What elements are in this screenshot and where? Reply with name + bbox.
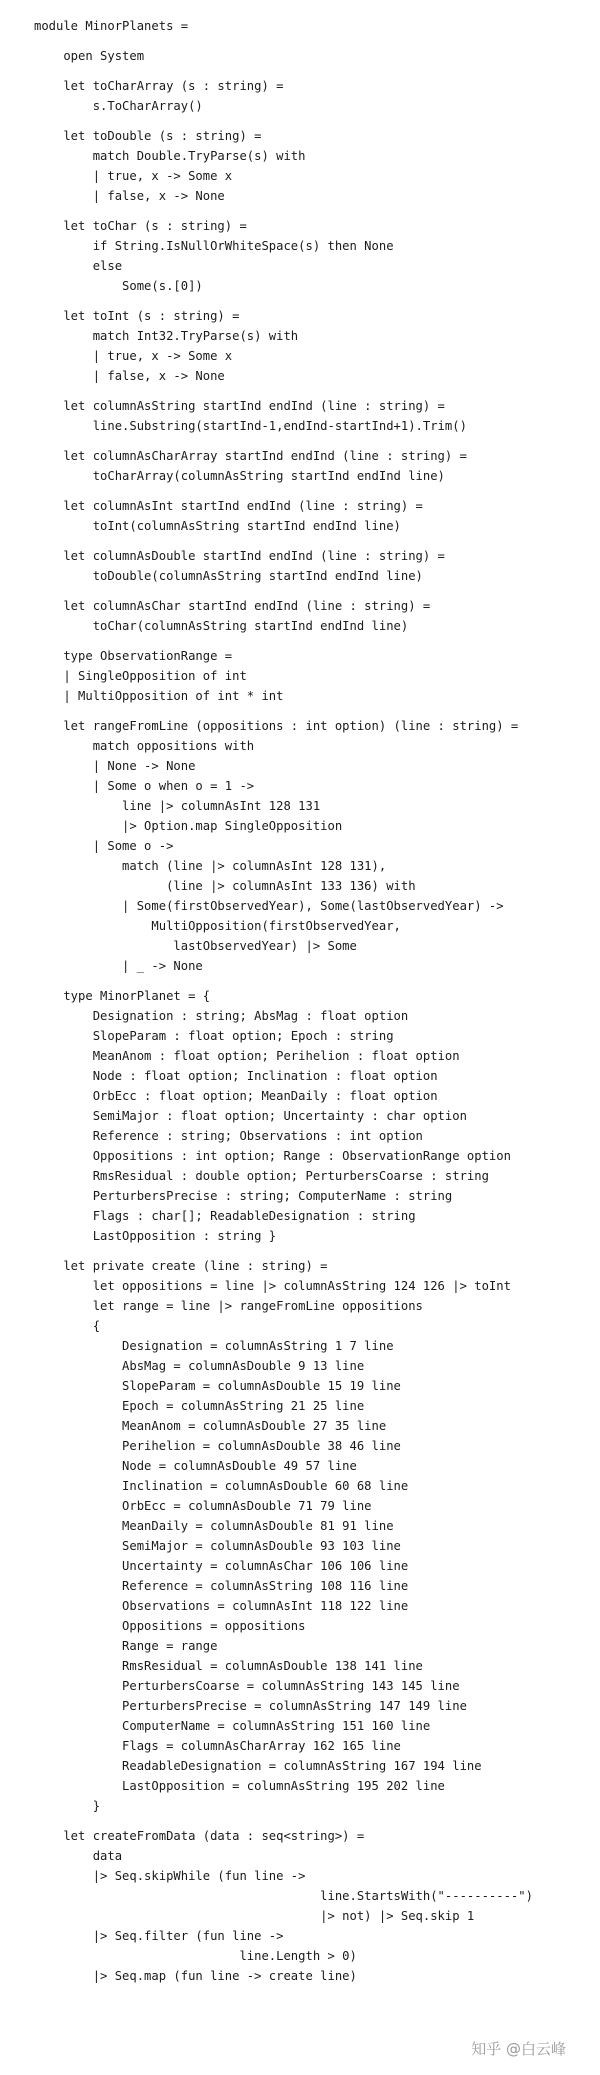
- code-line: [34, 1246, 594, 1256]
- code-line: MeanAnom = columnAsDouble 27 35 line: [34, 1419, 387, 1433]
- code-line: Oppositions = oppositions: [34, 1619, 306, 1633]
- code-line: toDouble(columnAsString startInd endInd line): [34, 569, 423, 583]
- code-line: | true, x -> Some x: [34, 349, 233, 363]
- code-line: MultiOpposition(firstObservedYear,: [34, 919, 401, 933]
- code-line: line.Length > 0): [34, 1949, 357, 1963]
- code-line: |> Option.map SingleOpposition: [34, 819, 343, 833]
- code-line: Uncertainty = columnAsChar 106 106 line: [34, 1559, 409, 1573]
- code-line: [34, 386, 594, 396]
- code-line: |> Seq.filter (fun line ->: [34, 1929, 284, 1943]
- code-line: [34, 296, 594, 306]
- code-line: }: [34, 1799, 101, 1813]
- code-line: | SingleOpposition of int: [34, 669, 247, 683]
- code-line: ReadableDesignation = columnAsString 167 194 line: [34, 1759, 482, 1773]
- code-line: let toInt (s : string) =: [34, 309, 240, 323]
- code-line: PerturbersPrecise : string; ComputerName : string: [34, 1189, 453, 1203]
- code-line: line.StartsWith("----------"): [34, 1889, 533, 1903]
- code-line: LastOpposition = columnAsString 195 202 line: [34, 1779, 445, 1793]
- code-line: AbsMag = columnAsDouble 9 13 line: [34, 1359, 365, 1373]
- code-line: let columnAsDouble startInd endInd (line : string) =: [34, 549, 445, 563]
- code-line: [34, 636, 594, 646]
- code-line: match (line |> columnAsInt 128 131),: [34, 859, 387, 873]
- code-line: else: [34, 259, 123, 273]
- code-line: Reference = columnAsString 108 116 line: [34, 1579, 409, 1593]
- code-line: let rangeFromLine (oppositions : int option) (line : string) =: [34, 719, 519, 733]
- code-line: Node = columnAsDouble 49 57 line: [34, 1459, 357, 1473]
- code-line: line |> columnAsInt 128 131: [34, 799, 321, 813]
- code-line: (line |> columnAsInt 133 136) with: [34, 879, 416, 893]
- code-line: toChar(columnAsString startInd endInd line): [34, 619, 409, 633]
- code-line: type ObservationRange =: [34, 649, 233, 663]
- code-line: match oppositions with: [34, 739, 255, 753]
- code-line: | Some(firstObservedYear), Some(lastObservedYear) ->: [34, 899, 504, 913]
- code-line: Node : float option; Inclination : float option: [34, 1069, 438, 1083]
- code-line: open System: [34, 49, 145, 63]
- code-line: RmsResidual : double option; PerturbersCoarse : string: [34, 1169, 489, 1183]
- code-line: [34, 436, 594, 446]
- code-line: SemiMajor = columnAsDouble 93 103 line: [34, 1539, 401, 1553]
- code-line: let toCharArray (s : string) =: [34, 79, 284, 93]
- code-line: Designation : string; AbsMag : float option: [34, 1009, 409, 1023]
- code-line: PerturbersCoarse = columnAsString 143 145 line: [34, 1679, 460, 1693]
- code-line: lastObservedYear) |> Some: [34, 939, 357, 953]
- code-line: [34, 36, 594, 46]
- code-line: match Double.TryParse(s) with: [34, 149, 306, 163]
- code-line: module MinorPlanets =: [34, 19, 189, 33]
- code-line: {: [34, 1319, 101, 1333]
- code-line: Epoch = columnAsString 21 25 line: [34, 1399, 365, 1413]
- code-line: type MinorPlanet = {: [34, 989, 211, 1003]
- code-line: SemiMajor : float option; Uncertainty : char option: [34, 1109, 467, 1123]
- code-line: let createFromData (data : seq<string>) =: [34, 1829, 365, 1843]
- code-line: [34, 1816, 594, 1826]
- code-line: toCharArray(columnAsString startInd endInd line): [34, 469, 445, 483]
- code-line: let toDouble (s : string) =: [34, 129, 262, 143]
- code-line: [34, 486, 594, 496]
- code-line: | MultiOpposition of int * int: [34, 689, 284, 703]
- code-line: [34, 66, 594, 76]
- code-line: SlopeParam : float option; Epoch : string: [34, 1029, 394, 1043]
- code-line: data: [34, 1849, 123, 1863]
- code-line: Flags = columnAsCharArray 162 165 line: [34, 1739, 401, 1753]
- code-line: | _ -> None: [34, 959, 203, 973]
- code-line: | true, x -> Some x: [34, 169, 233, 183]
- code-line: s.ToCharArray(): [34, 99, 203, 113]
- code-line: | None -> None: [34, 759, 196, 773]
- code-line: |> not) |> Seq.skip 1: [34, 1909, 475, 1923]
- code-line: [34, 116, 594, 126]
- code-line: SlopeParam = columnAsDouble 15 19 line: [34, 1379, 401, 1393]
- code-line: | false, x -> None: [34, 189, 225, 203]
- code-line: Range = range: [34, 1639, 218, 1653]
- code-line: OrbEcc : float option; MeanDaily : float option: [34, 1089, 438, 1103]
- code-line: |> Seq.map (fun line -> create line): [34, 1969, 357, 1983]
- code-line: Inclination = columnAsDouble 60 68 line: [34, 1479, 409, 1493]
- code-line: [34, 586, 594, 596]
- code-line: Reference : string; Observations : int option: [34, 1129, 423, 1143]
- code-line: match Int32.TryParse(s) with: [34, 329, 299, 343]
- code-line: [34, 976, 594, 986]
- code-line: Perihelion = columnAsDouble 38 46 line: [34, 1439, 401, 1453]
- code-line: Designation = columnAsString 1 7 line: [34, 1339, 394, 1353]
- code-line: PerturbersPrecise = columnAsString 147 149 line: [34, 1699, 467, 1713]
- code-line: RmsResidual = columnAsDouble 138 141 line: [34, 1659, 423, 1673]
- code-line: Some(s.[0]): [34, 279, 203, 293]
- code-line: line.Substring(startInd-1,endInd-startInd+1).Trim(): [34, 419, 467, 433]
- code-line: LastOpposition : string }: [34, 1229, 277, 1243]
- code-line: let columnAsInt startInd endInd (line : string) =: [34, 499, 423, 513]
- code-line: OrbEcc = columnAsDouble 71 79 line: [34, 1499, 372, 1513]
- code-line: MeanDaily = columnAsDouble 81 91 line: [34, 1519, 394, 1533]
- code-line: MeanAnom : float option; Perihelion : float option: [34, 1049, 460, 1063]
- code-line: ComputerName = columnAsString 151 160 line: [34, 1719, 431, 1733]
- code-line: let range = line |> rangeFromLine oppositions: [34, 1299, 423, 1313]
- code-line: toInt(columnAsString startInd endInd line): [34, 519, 401, 533]
- code-line: | Some o when o = 1 ->: [34, 779, 255, 793]
- code-line: let toChar (s : string) =: [34, 219, 247, 233]
- code-line: Oppositions : int option; Range : ObservationRange option: [34, 1149, 511, 1163]
- code-line: [34, 536, 594, 546]
- code-line: let columnAsChar startInd endInd (line : string) =: [34, 599, 431, 613]
- code-line: |> Seq.skipWhile (fun line ->: [34, 1869, 306, 1883]
- code-line: let columnAsString startInd endInd (line : string) =: [34, 399, 445, 413]
- code-line: [34, 206, 594, 216]
- code-listing: [34, 16, 594, 1986]
- code-line: [34, 706, 594, 716]
- code-line: let private create (line : string) =: [34, 1259, 328, 1273]
- watermark: 知乎 @白云峰: [471, 2040, 566, 2058]
- code-line: | false, x -> None: [34, 369, 225, 383]
- code-line: let oppositions = line |> columnAsString 124 126 |> toInt: [34, 1279, 511, 1293]
- code-line: | Some o ->: [34, 839, 174, 853]
- code-line: Observations = columnAsInt 118 122 line: [34, 1599, 409, 1613]
- code-line: Flags : char[]; ReadableDesignation : string: [34, 1209, 416, 1223]
- code-line: let columnAsCharArray startInd endInd (line : string) =: [34, 449, 467, 463]
- code-line: if String.IsNullOrWhiteSpace(s) then None: [34, 239, 394, 253]
